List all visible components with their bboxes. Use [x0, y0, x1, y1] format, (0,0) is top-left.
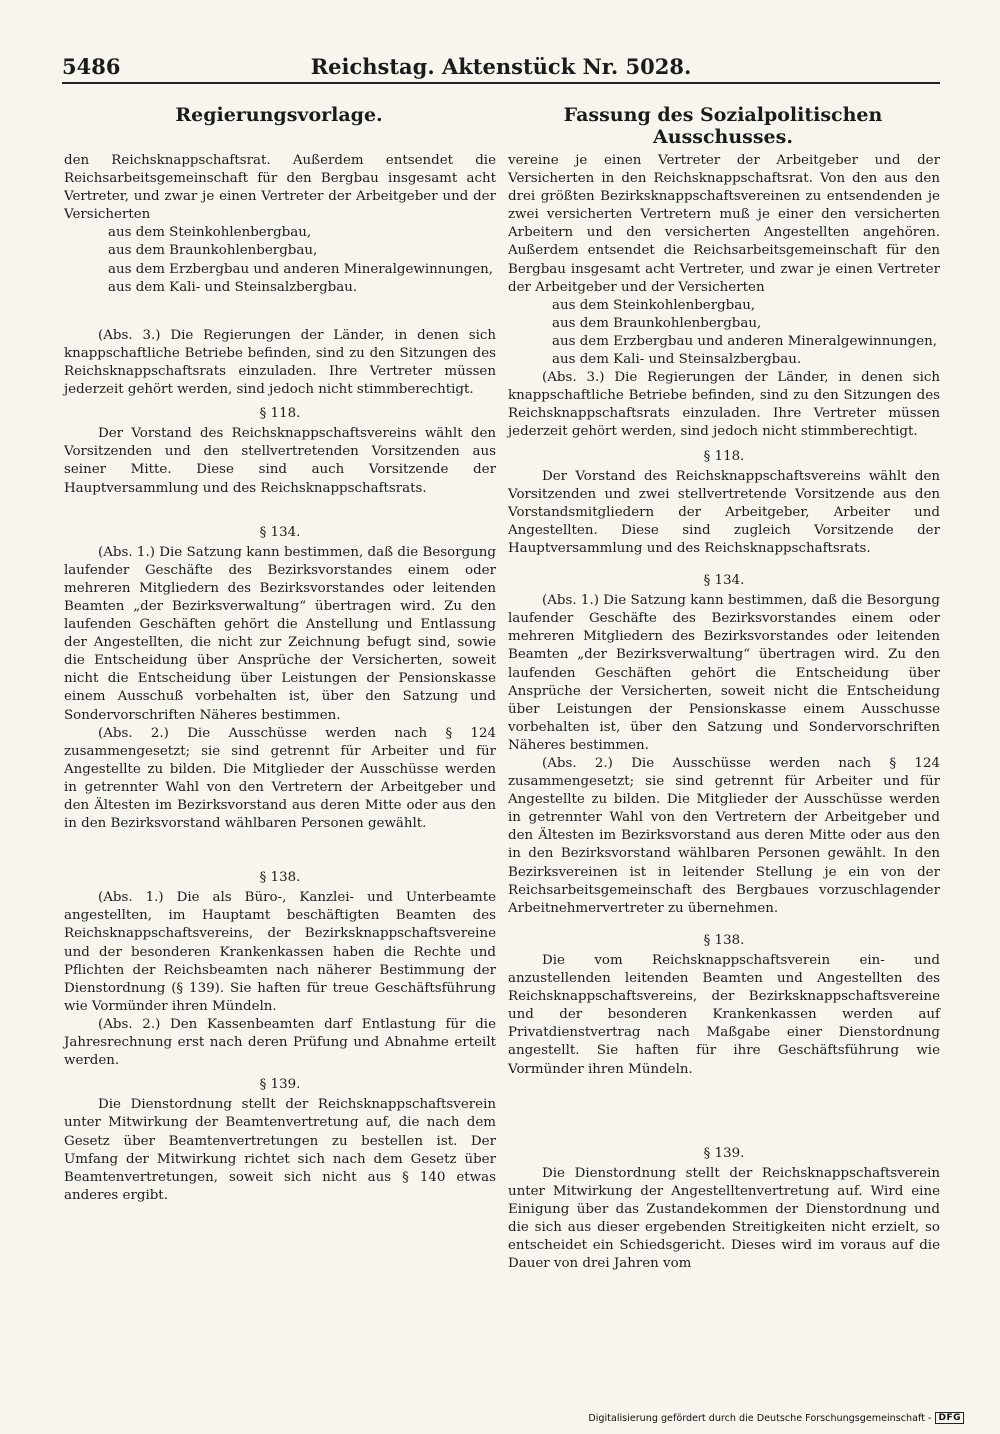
right-s138-text: Die vom Reichsknappschaftsverein ein- und anzustellenden leitenden Beamten und Angestellten des Reichsknappschaftsvereins, der Bezirksknappschaftsvereine und der besonderen Krankenkassen werden auf Privatdienstvertrag nach Maßgabe einer Dienstordnung angestellt. Sie haften für ihre Geschäftsführung wie Vormünder ihren Mündeln. — [508, 952, 940, 1077]
left-s138-abs2: (Abs. 2.) Den Kassenbeamten darf Entlastung für die Jahresrechnung erst nach deren Prüfung und Abnahme erteilt werden. — [64, 1016, 496, 1069]
page-title: Reichstag. Aktenstück Nr. 5028. — [310, 54, 692, 79]
left-s134-heading: § 134. — [259, 524, 301, 540]
left-s138-abs1: (Abs. 1.) Die als Büro-, Kanzlei- und Unterbeamte angestellten, im Hauptamt beschäftigten Beamten des Reichsknappschaftsvereins, der Bezirksknappschaftsvereine und der besonderen Krankenkassen haben die Rechte und Pflichten der Reichsbeamten nach näherer Bestimmung der Dienstordnung (§ 139). Sie haften für treue Geschäftsführung wie Vormünder ihren Mündeln. — [64, 890, 496, 1014]
left-column-heading: Regierungsvorlage. — [175, 104, 383, 126]
list-item: aus dem Erzbergbau und anderen Mineralgewinnungen, — [552, 333, 938, 349]
left-s134-abs1: (Abs. 1.) Die Satzung kann bestimmen, daß die Besorgung laufender Geschäfte des Bezirksvorstandes einem oder mehreren Mitgliedern des Bezirksvorstandes oder leitenden Beamten „der Bezirksverwaltung“ übertragen wird. Zu den laufenden Geschäften gehört die Anstellung und Entlassung der Angestellten, die nicht zur Zeichnung befugt sind, sowie die Entscheidung über Ansprüche der Versicherten, soweit nicht die Entscheidung über Leistungen der Pensionskasse einem Ausschuß vorbehalten ist, über den Satzung und Sondervorschriften Näheres bestimmen. — [64, 544, 496, 723]
left-column — [64, 152, 496, 1205]
left-s118-text: Der Vorstand des Reichsknappschaftsvereins wählt den Vorsitzenden und den stellvertretenden Vorsitzenden aus seiner Mitte. Diese sind auch Vorsitzende der Hauptversammlung und des Reichsknappschaftsrats. — [64, 426, 496, 496]
list-item: aus dem Kali- und Steinsalzbergbau. — [552, 352, 802, 368]
left-s134-abs2: (Abs. 2.) Die Ausschüsse werden nach § 124 zusammengesetzt; sie sind getrennt für Arbeiter und für Angestellte zu bilden. Die Mitglieder der Ausschüsse werden in getrennter Wahl von den Vertretern der Arbeitgeber und den Ältesten im Bezirksvorstand aus deren Mitte oder aus den in den Bezirksvorstand wählbaren Personen gewählt. — [64, 725, 496, 832]
left-intro-list — [64, 224, 496, 296]
right-column-heading: Fassung des Sozialpolitischen Ausschusses. — [563, 104, 883, 148]
right-s134-abs1: (Abs. 1.) Die Satzung kann bestimmen, daß die Besorgung laufender Geschäfte des Bezirksvorstandes einem oder mehreren Mitgliedern des Bezirksvorstandes oder leitenden Beamten „der Bezirksverwaltung“ übertragen wird. Zu den laufenden Geschäften gehört die Entscheidung über Ansprüche der Versicherten, soweit nicht die Entscheidung über Leistungen der Pensionskasse einem Ausschusse vorbehalten ist, über den Satzung und Sondervorschriften Näheres bestimmen. — [508, 593, 940, 753]
left-abs3: (Abs. 3.) Die Regierungen der Länder, in denen sich knappschaftliche Betriebe befinden, sind zu den Sitzungen des Reichsknappschaftsrats einzuladen. Ihre Vertreter müssen jederzeit gehört werden, sind jedoch nicht stimmberechtigt. — [64, 327, 496, 398]
left-intro-text: den Reichsknappschaftsrat. Außerdem entsendet die Reichsarbeitsgemeinschaft für den Bergbau insgesamt acht Vertreter, und zwar je einen Vertreter der Arbeitgeber und der Versicherten — [64, 153, 496, 223]
list-item: aus dem Braunkohlenbergbau, — [108, 243, 318, 259]
list-item: aus dem Steinkohlenbergbau, — [108, 225, 312, 241]
list-item: aus dem Steinkohlenbergbau, — [552, 297, 756, 313]
list-item: aus dem Braunkohlenbergbau, — [552, 315, 762, 331]
right-intro-text: vereine je einen Vertreter der Arbeitgeber und der Versicherten in den Reichsknappschaftsrat. Von den aus den drei größten Bezirksknappschaftsvereinen zu entsendenden je zwei versicherten Vertretern muß je einer den versicherten Arbeitern und den versicherten Angestellten angehören. Außerdem entsendet die Reichsarbeitsgemeinschaft für den Bergbau insgesamt acht Vertreter, und zwar je einen Vertreter der Arbeitgeber und der Versicherten — [508, 153, 940, 295]
right-s118-heading: § 118. — [703, 448, 745, 464]
right-column — [508, 152, 940, 1273]
left-s139-heading: § 139. — [259, 1077, 301, 1093]
list-item: aus dem Kali- und Steinsalzbergbau. — [108, 279, 358, 295]
dfg-logo: DFG — [935, 1412, 964, 1424]
left-s139-text: Die Dienstordnung stellt der Reichsknappschaftsverein unter Mitwirkung der Beamtenvertretung auf, die nach dem Gesetz über Beamtenvertretungen zu bestellen ist. Der Umfang der Mitwirkung richtet sich nach dem Gesetz über Beamtenvertretungen, soweit sich nicht aus § 140 etwas anderes ergibt. — [64, 1097, 496, 1203]
right-s134-heading: § 134. — [703, 573, 745, 589]
right-s118-text: Der Vorstand des Reichsknappschaftsvereins wählt den Vorsitzenden und zwei stellvertretende Vorsitzende aus den Vorstandsmitgliedern der Arbeitgeber, Arbeiter und Angestellten. Diese sind zugleich Vorsitzende der Hauptversammlung und des Reichsknappschaftsrats. — [508, 468, 940, 556]
right-s138-heading: § 138. — [703, 932, 745, 948]
list-item: aus dem Erzbergbau und anderen Mineralgewinnungen, — [108, 261, 494, 277]
page-header — [62, 54, 940, 82]
header-rule — [62, 82, 940, 84]
right-intro-list — [508, 297, 940, 369]
footer — [588, 1412, 964, 1424]
left-s118-heading: § 118. — [259, 406, 301, 422]
right-s134-abs2: (Abs. 2.) Die Ausschüsse werden nach § 124 zusammengesetzt; sie sind getrennt für Arbeiter und für Angestellte zu bilden. Die Mitglieder der Ausschüsse werden in getrennter Wahl von den Vertretern der Arbeitgeber und den Ältesten im Bezirksvorstand aus deren Mitte oder aus den in den Bezirksvorstand wählbaren Personen gewählt. In den Bezirksvereinen ist in leitender Stellung je ein von der Reichsarbeitsgemeinschaft des Bergbaues vorzuschlagender Arbeitnehmervertreter zu übernehmen. — [508, 756, 940, 916]
footer-credit: Digitalisierung gefördert durch die Deutsche Forschungsgemeinschaft - — [588, 1412, 932, 1424]
left-s138-heading: § 138. — [259, 870, 301, 886]
page-number: 5486 — [62, 54, 121, 79]
right-s139-text: Die Dienstordnung stellt der Reichsknappschaftsverein unter Mitwirkung der Angestelltenvertretung auf. Wird eine Einigung über das Zustandekommen der Dienstordnung und die sich aus dieser ergebenden Streitigkeiten nicht erzielt, so entscheidet ein Schiedsgericht. Dieses wird im voraus auf die Dauer von drei Jahren vom — [508, 1165, 940, 1272]
right-abs3: (Abs. 3.) Die Regierungen der Länder, in denen sich knappschaftliche Betriebe befinden, sind zu den Sitzungen des Reichsknappschaftsrats einzuladen. Ihre Vertreter müssen jederzeit gehört werden, sind jedoch nicht stimmberechtigt. — [508, 370, 940, 440]
right-s139-heading: § 139. — [703, 1145, 745, 1161]
